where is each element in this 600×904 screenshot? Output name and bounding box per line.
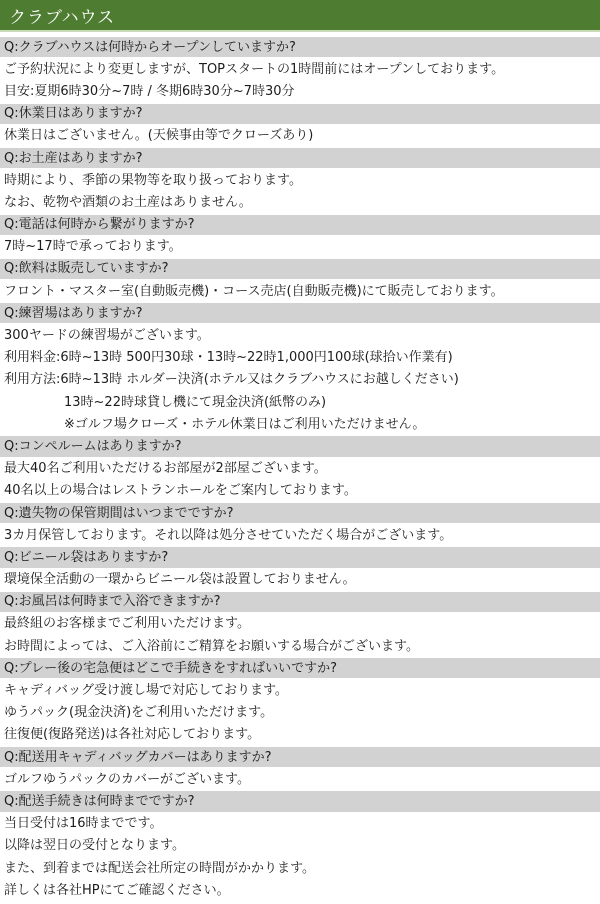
faq-question-row (0, 214, 600, 236)
answer-text: 以降は翌日の受付となります。 (4, 838, 185, 854)
question-text: Q:遺失物の保管期間はいつまでですか? (4, 505, 234, 521)
faq-question-row (0, 502, 600, 524)
faq-answer-row (0, 480, 600, 502)
faq-answer-row (0, 835, 600, 857)
faq-question-row (0, 147, 600, 169)
faq-question-row (0, 103, 600, 125)
question-text: Q:練習場はありますか? (4, 305, 143, 321)
answer-text: キャディバッグ受け渡し場で対応しております。 (4, 683, 288, 699)
answer-text: 目安:夏期6時30分~7時 / 冬期6時30分~7時30分 (4, 83, 295, 99)
faq-answer-row (0, 125, 600, 147)
section-header (0, 0, 600, 32)
question-text: Q:休業日はありますか? (4, 106, 143, 122)
answer-text: 時期により、季節の果物等を取り扱っております。 (4, 172, 302, 188)
answer-text: 300ヤードの練習場がございます。 (4, 328, 210, 344)
faq-answer-row (0, 236, 600, 258)
faq-answer-row (0, 702, 600, 724)
faq-answer-row (0, 724, 600, 746)
faq-question-row (0, 591, 600, 613)
faq-answer-row (0, 768, 600, 790)
answer-text: お時間によっては、ご入浴前にご精算をお願いする場合がございます。 (4, 638, 419, 654)
answer-text: 休業日はございません。(天候事由等でクローズあり) (4, 128, 314, 144)
question-text: Q:配送用キャディバッグカバーはありますか? (4, 749, 272, 765)
faq-answer-row (0, 369, 600, 391)
faq-answer-row (0, 613, 600, 635)
answer-text: 最終組のお客様までご利用いただけます。 (4, 616, 250, 632)
question-text: Q:お土産はありますか? (4, 150, 143, 166)
faq-answer-row (0, 524, 600, 546)
faq-answer-row (0, 191, 600, 213)
faq-answer-row (0, 391, 600, 413)
faq-answer-row (0, 879, 600, 901)
faq-answer-row (0, 635, 600, 657)
faq-answer-row (0, 679, 600, 701)
faq-question-row (0, 657, 600, 679)
question-text: Q:コンペルームはありますか? (4, 438, 182, 454)
faq-answer-row (0, 80, 600, 102)
faq-list (0, 36, 600, 901)
answer-text: なお、乾物や酒類のお土産はありません。 (4, 194, 252, 210)
faq-answer-row (0, 169, 600, 191)
faq-question-row (0, 302, 600, 324)
question-text: Q:配送手続きは何時までですか? (4, 793, 195, 809)
faq-answer-row (0, 413, 600, 435)
answer-text: 利用方法:6時~13時 ホルダー決済(ホテル又はクラブハウスにお越しください) (4, 372, 459, 388)
faq-question-row (0, 790, 600, 812)
answer-text: 環境保全活動の一環からビニール袋は設置しておりません。 (4, 572, 356, 588)
faq-answer-row (0, 857, 600, 879)
faq-answer-row (0, 280, 600, 302)
faq-answer-row (0, 569, 600, 591)
question-text: Q:ビニール袋はありますか? (4, 549, 169, 565)
faq-answer-row (0, 813, 600, 835)
answer-text: ※ゴルフ場クローズ・ホテル休業日はご利用いただけません。 (64, 416, 426, 432)
faq-question-row (0, 435, 600, 457)
answer-text: 40名以上の場合はレストランホールをご案内しております。 (4, 483, 357, 499)
answer-text: 利用料金:6時~13時 500円30球・13時~22時1,000円100球(球拾い作業有) (4, 350, 453, 366)
answer-text: 13時~22時球貸し機にて現金決済(紙幣のみ) (64, 394, 327, 410)
faq-answer-row (0, 458, 600, 480)
answer-text: 往復便(復路発送)は各社対応しております。 (4, 727, 261, 743)
faq-question-row (0, 746, 600, 768)
question-text: Q:プレー後の宅急便はどこで手続きをすればいいですか? (4, 660, 337, 676)
answer-text: 3カ月保管しております。それ以降は処分させていただく場合がございます。 (4, 527, 453, 543)
answer-text: 詳しくは各社HPにてご確認ください。 (4, 882, 230, 898)
page-title: クラブハウス (9, 7, 116, 28)
answer-text: 当日受付は16時までです。 (4, 816, 163, 832)
question-text: Q:クラブハウスは何時からオープンしていますか? (4, 39, 296, 55)
faq-answer-row (0, 58, 600, 80)
faq-question-row (0, 36, 600, 58)
answer-text: また、到着までは配送会社所定の時間がかかります。 (4, 860, 315, 876)
faq-answer-row (0, 324, 600, 346)
answer-text: フロント・マスター室(自動販売機)・コース売店(自動販売機)にて販売しております。 (4, 283, 504, 299)
answer-text: 最大40名ご利用いただけるお部屋が2部屋ございます。 (4, 461, 327, 477)
faq-question-row (0, 546, 600, 568)
faq-answer-row (0, 347, 600, 369)
answer-text: ご予約状況により変更しますが、TOPスタートの1時間前にはオープンしております。 (4, 61, 505, 77)
question-text: Q:お風呂は何時まで入浴できますか? (4, 594, 221, 610)
answer-text: ゴルフゆうパックのカバーがございます。 (4, 771, 250, 787)
question-text: Q:飲料は販売していますか? (4, 261, 169, 277)
question-text: Q:電話は何時から繋がりますか? (4, 217, 195, 233)
answer-text: 7時~17時で承っております。 (4, 239, 182, 255)
answer-text: ゆうパック(現金決済)をご利用いただけます。 (4, 705, 274, 721)
faq-question-row (0, 258, 600, 280)
